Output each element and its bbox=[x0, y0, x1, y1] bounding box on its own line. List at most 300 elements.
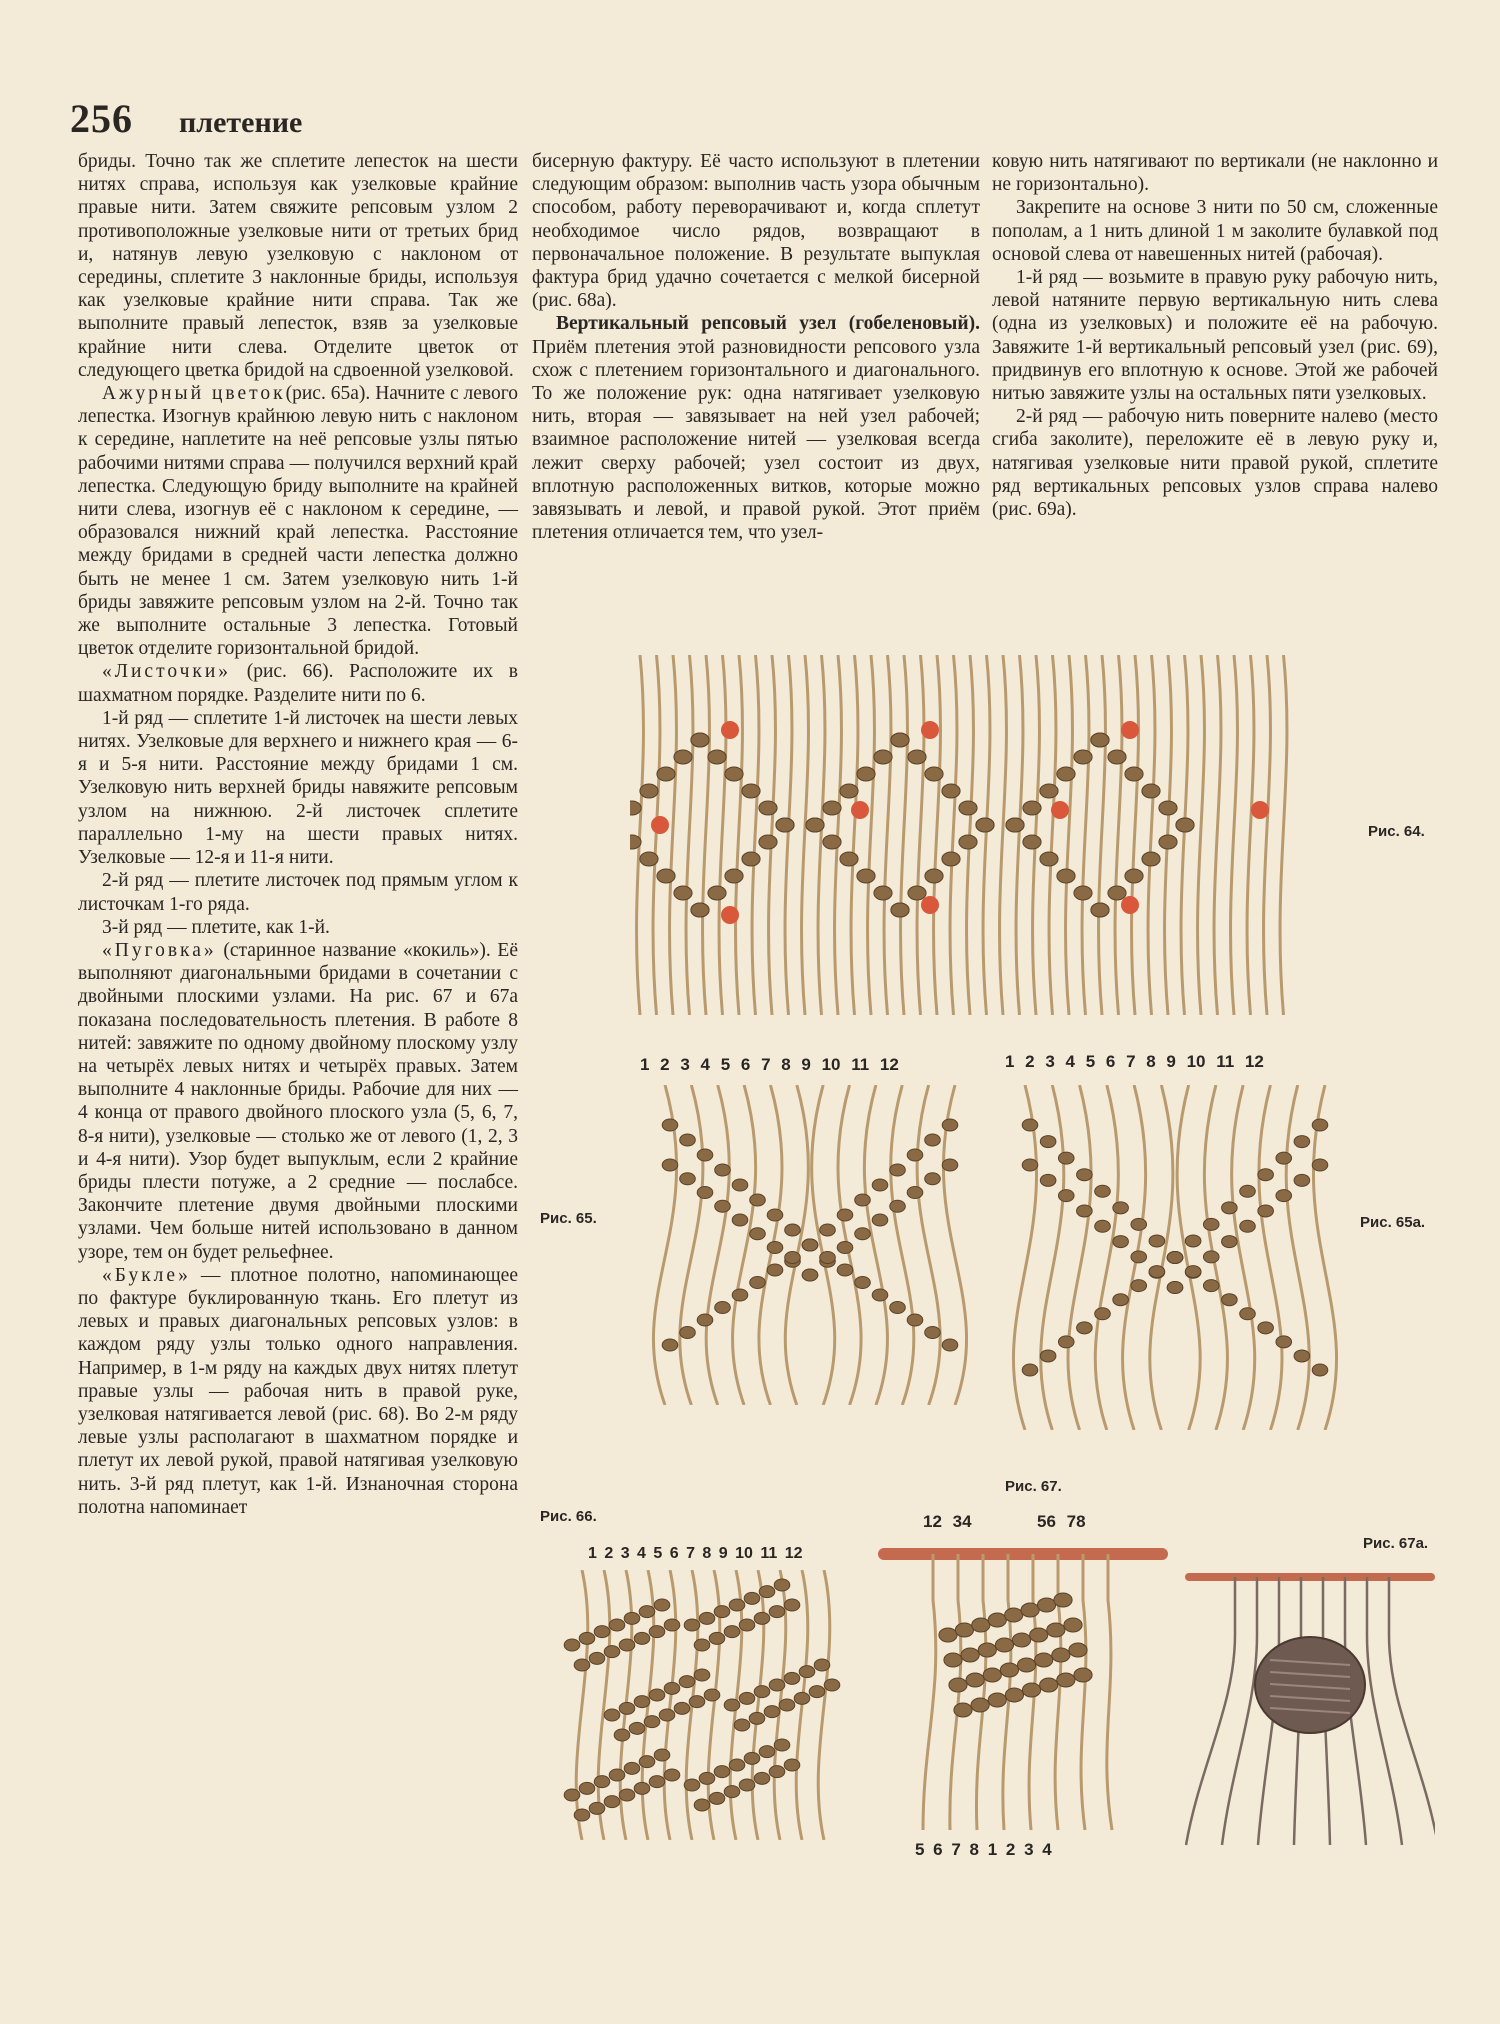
knot bbox=[759, 1586, 775, 1598]
knot bbox=[872, 1179, 888, 1191]
knot bbox=[908, 886, 926, 900]
knot bbox=[708, 750, 726, 764]
knot bbox=[1052, 1648, 1070, 1662]
knot bbox=[1108, 886, 1126, 900]
cord bbox=[884, 655, 891, 1015]
cord bbox=[796, 1570, 808, 1840]
thread-numbers-fig-65a: 1 2 3 4 5 6 7 8 9 10 11 12 bbox=[1005, 1052, 1264, 1071]
knot bbox=[1222, 1294, 1238, 1306]
knot bbox=[908, 750, 926, 764]
knot bbox=[589, 1652, 605, 1664]
knot bbox=[654, 1599, 670, 1611]
knot bbox=[714, 1606, 730, 1618]
knot bbox=[639, 1756, 655, 1768]
knot bbox=[767, 1264, 783, 1276]
thread-numbers-fig-67-top-left: 12 34 bbox=[923, 1512, 972, 1531]
knot bbox=[872, 1214, 888, 1226]
paragraph: «Пуговка» (старинное название «кокиль»). Её выполняют диагональными бридами в сочетании с двойными плоскими узлами. На рис. 67 и 67а показана последовательность плетения. В работе 8 нитей: завяжите по одному двойному плоскому узлу на четырёх левых нитях и четырёх правых. Затем выполните 4 наклонные бриды. Рабочие для них — 4 конца от правого двойного плоского узла (5, 6, 7, 8-я нити), узелковые — столько же от левого (1, 2, 3 и 4-я нити). Узор будет выпуклым, если 2 крайние бриды плести потуже, а 2 средние — послабсе. Закончите плетение двумя двойными плоскими узлами. Чем больше нитей использовано в данном узоре, тем он будет рельефнее. bbox=[78, 939, 518, 1263]
cord bbox=[1367, 1577, 1402, 1845]
knot bbox=[662, 1159, 678, 1171]
knot bbox=[1131, 1251, 1147, 1263]
knot bbox=[1074, 886, 1092, 900]
page-number: 256 bbox=[70, 96, 133, 141]
figure-66-illustration bbox=[562, 1570, 852, 1840]
knot bbox=[759, 835, 777, 849]
knot bbox=[1095, 1185, 1111, 1197]
knot bbox=[824, 1679, 840, 1691]
knot bbox=[1000, 1663, 1018, 1677]
knot bbox=[764, 1706, 780, 1718]
knot bbox=[714, 1766, 730, 1778]
knot bbox=[709, 1792, 725, 1804]
knot bbox=[729, 1599, 745, 1611]
knot bbox=[1159, 835, 1177, 849]
knot bbox=[1258, 1205, 1274, 1217]
knot bbox=[694, 1799, 710, 1811]
knot bbox=[744, 1752, 760, 1764]
knot bbox=[1185, 1235, 1201, 1247]
cord bbox=[1081, 1554, 1086, 1830]
knot bbox=[1149, 1266, 1165, 1278]
cord bbox=[818, 1570, 830, 1840]
cord bbox=[1264, 655, 1271, 1015]
knot bbox=[709, 1632, 725, 1644]
knot bbox=[674, 886, 692, 900]
cord bbox=[653, 655, 660, 1015]
knot bbox=[855, 1194, 871, 1206]
knot bbox=[739, 1619, 755, 1631]
knot bbox=[749, 1712, 765, 1724]
knot bbox=[806, 818, 824, 832]
paragraph-lead-in: «Букле» bbox=[102, 1264, 191, 1286]
knot bbox=[619, 1702, 635, 1714]
rod bbox=[878, 1548, 1168, 1560]
cord bbox=[1066, 655, 1073, 1015]
knot bbox=[925, 1327, 941, 1339]
paragraph: «Букле» — плотное полотно, напоминающее по фактуре буклированную ткань. Его плетут из левых и правых диагональных репсовых узлов: в каждом ряду узлы только одного направления. Например, в 1-м ряду на каждых двух нитях плетут правые узлы — рабочая нить в правой руке, узелковая натягивается левой (рис. 68). Во 2-м ряду левые узлы располагают в шахматном порядке и плетут их левой рукой, правой натягивая узелковую нить. 3-й ряд плетут, как 1-й. Изнаночная сторона полотна напоминает bbox=[78, 1264, 518, 1518]
paragraph: бисерную фактуру. Её часто используют в плетении следующим образом: выполнив часть узора обычным способом, работу переворачивают и, когда сплетут необходимое число рядов, возвращают в первоначальное положение. В результате выпуклая фактура брид удачно сочетается с мелкой бисерной (рис. 68а). bbox=[532, 151, 980, 312]
knot bbox=[589, 1802, 605, 1814]
knot bbox=[961, 1648, 979, 1662]
bead bbox=[1251, 801, 1269, 819]
knot bbox=[1077, 1169, 1093, 1181]
cord bbox=[917, 655, 924, 1015]
knot bbox=[649, 1776, 665, 1788]
knot bbox=[1074, 1668, 1092, 1682]
cord bbox=[917, 1085, 940, 1405]
knot bbox=[624, 1762, 640, 1774]
knot bbox=[739, 1779, 755, 1791]
knot bbox=[809, 1686, 825, 1698]
knot bbox=[725, 869, 743, 883]
knot bbox=[1021, 1603, 1039, 1617]
cord bbox=[706, 1085, 729, 1405]
knot bbox=[872, 1289, 888, 1301]
knot bbox=[1017, 1658, 1035, 1672]
knot bbox=[1040, 1678, 1058, 1692]
knot bbox=[767, 1209, 783, 1221]
knot bbox=[837, 1264, 853, 1276]
caption-fig-65: Рис. 65. bbox=[540, 1210, 597, 1227]
cord bbox=[1095, 1085, 1118, 1430]
bead bbox=[1051, 801, 1069, 819]
knot bbox=[925, 869, 943, 883]
knot bbox=[684, 1619, 700, 1631]
knot bbox=[1108, 750, 1126, 764]
knot bbox=[1095, 1308, 1111, 1320]
knot bbox=[1095, 1220, 1111, 1232]
cord bbox=[785, 655, 792, 1015]
knot bbox=[1167, 1282, 1183, 1294]
knot bbox=[759, 1746, 775, 1758]
knot bbox=[959, 835, 977, 849]
knot bbox=[754, 1772, 770, 1784]
text-column-2 bbox=[532, 150, 980, 544]
cord bbox=[719, 655, 726, 1015]
knot bbox=[907, 1314, 923, 1326]
knot bbox=[1022, 1119, 1038, 1131]
knot bbox=[1077, 1205, 1093, 1217]
cord bbox=[1148, 655, 1155, 1015]
paragraph: «Листочки» (рис. 66). Расположите их в шахматном порядке. Разделите нити по 6. bbox=[78, 661, 518, 706]
paragraph: Ажурный цветок(рис. 65а). Начните с левого лепестка. Изогнув крайнюю левую нить с наклоном к середине, наплетите на неё репсовые узлы пятью рабочими нитями справа — получился верхний край лепестка. Следующую бриду выполните на крайней нити слева, изогнув её с наклоном к середине, — образовался нижний край лепестка. Расстояние между бридами в средней части лепестка должно быть не менее 1 см. Затем узелковую нить 1-й бриды завяжите репсовым узлом на 2-й. Точно так же выполните остальные 3 лепестка. Готовый цветок отделите горизонтальной бридой. bbox=[78, 383, 518, 660]
cord bbox=[901, 655, 908, 1015]
cord bbox=[637, 655, 644, 1015]
knot bbox=[925, 1173, 941, 1185]
knot bbox=[634, 1632, 650, 1644]
bead bbox=[921, 896, 939, 914]
thread-numbers-fig-65: 1 2 3 4 5 6 7 8 9 10 11 12 bbox=[640, 1055, 899, 1074]
knot bbox=[744, 1592, 760, 1604]
knot bbox=[604, 1709, 620, 1721]
thread-numbers-fig-67-top-right: 56 78 bbox=[1037, 1512, 1086, 1531]
knot bbox=[891, 733, 909, 747]
knot bbox=[619, 1789, 635, 1801]
knot bbox=[694, 1669, 710, 1681]
knot bbox=[857, 767, 875, 781]
knot bbox=[769, 1766, 785, 1778]
knot bbox=[1203, 1251, 1219, 1263]
knot bbox=[634, 1782, 650, 1794]
knot bbox=[639, 1606, 655, 1618]
cord bbox=[1132, 655, 1139, 1015]
knot bbox=[629, 1722, 645, 1734]
knot bbox=[1276, 1152, 1292, 1164]
knot bbox=[1035, 1653, 1053, 1667]
knot bbox=[564, 1789, 580, 1801]
knot bbox=[1005, 1688, 1023, 1702]
knot bbox=[1057, 1673, 1075, 1687]
knot bbox=[614, 1729, 630, 1741]
knot bbox=[759, 801, 777, 815]
knot bbox=[662, 1119, 678, 1131]
cord bbox=[835, 655, 842, 1015]
knot bbox=[697, 1187, 713, 1199]
knot bbox=[1131, 1280, 1147, 1292]
knot bbox=[1054, 1593, 1072, 1607]
knot bbox=[890, 1200, 906, 1212]
knot bbox=[774, 1739, 790, 1751]
knot bbox=[640, 852, 658, 866]
knot bbox=[1022, 1683, 1040, 1697]
paragraph-lead-in: «Пуговка» bbox=[102, 939, 217, 961]
knot bbox=[754, 1686, 770, 1698]
knot bbox=[779, 1699, 795, 1711]
knot bbox=[954, 1703, 972, 1717]
knot bbox=[654, 1749, 670, 1761]
knot bbox=[708, 886, 726, 900]
cord bbox=[736, 655, 743, 1015]
knot bbox=[1312, 1159, 1328, 1171]
knot bbox=[837, 1242, 853, 1254]
knot bbox=[674, 1702, 690, 1714]
knot bbox=[704, 1689, 720, 1701]
knot bbox=[949, 1678, 967, 1692]
knot bbox=[1040, 1350, 1056, 1362]
cord bbox=[1115, 655, 1122, 1015]
cord bbox=[864, 1085, 887, 1405]
knot bbox=[939, 1628, 957, 1642]
knot bbox=[697, 1149, 713, 1161]
figure-67a-illustration bbox=[1185, 1565, 1435, 1850]
knot bbox=[1240, 1220, 1256, 1232]
knot bbox=[624, 1612, 640, 1624]
knot bbox=[662, 1339, 678, 1351]
paragraph: 1-й ряд — возьмите в правую руку рабочую нить, левой натяните первую вертикальную нить слева (одна из узелковых) и положите её на рабочую. Завяжите 1-й вертикальный репсовый узел (рис. 69), придвинув его вплотную к основе. Этой же рабочей нитью завяжите узлы на остальных пяти узелковых. bbox=[992, 267, 1438, 405]
knot bbox=[1064, 1618, 1082, 1632]
knot bbox=[776, 818, 794, 832]
knot bbox=[750, 1228, 766, 1240]
knot bbox=[814, 1659, 830, 1671]
caption-fig-66: Рис. 66. bbox=[540, 1508, 597, 1525]
cord bbox=[923, 1554, 936, 1830]
knot bbox=[609, 1769, 625, 1781]
figure-64-illustration bbox=[630, 655, 1300, 1015]
knot bbox=[823, 835, 841, 849]
cord bbox=[686, 655, 693, 1015]
knot bbox=[983, 1668, 1001, 1682]
text-column-1 bbox=[78, 150, 518, 1519]
paragraph: 1-й ряд — сплетите 1-й листочек на шести левых нитях. Узелковые для верхнего и нижнего края — 6-я и 5-я нити. Расстояние между бридами 1 см. Узелковую нить верхней бриды навяжите репсовым узлом на нижнюю. 2-й листочек сплетите параллельно 1-му на шести правых нитях. Узелковые — 12-я и 11-я нити. bbox=[78, 707, 518, 869]
knot bbox=[995, 1638, 1013, 1652]
knot bbox=[594, 1776, 610, 1788]
knot bbox=[1113, 1202, 1129, 1214]
knot bbox=[664, 1682, 680, 1694]
knot bbox=[955, 1623, 973, 1637]
bead bbox=[651, 816, 669, 834]
cord bbox=[1016, 655, 1023, 1015]
knot bbox=[1022, 1364, 1038, 1376]
cord bbox=[733, 1085, 756, 1405]
knot bbox=[684, 1779, 700, 1791]
bead bbox=[1121, 896, 1139, 914]
cord bbox=[1232, 1085, 1255, 1430]
knot bbox=[925, 1134, 941, 1146]
knot bbox=[802, 1269, 818, 1281]
cord bbox=[1107, 1554, 1112, 1830]
knot bbox=[729, 1759, 745, 1771]
cord bbox=[670, 655, 677, 1015]
text-column-3 bbox=[992, 150, 1438, 521]
knot bbox=[837, 1209, 853, 1221]
knot bbox=[1203, 1218, 1219, 1230]
knot bbox=[1091, 733, 1109, 747]
knot bbox=[1142, 784, 1160, 798]
knot bbox=[1030, 1628, 1048, 1642]
knot bbox=[574, 1659, 590, 1671]
knot bbox=[699, 1612, 715, 1624]
knot bbox=[1240, 1308, 1256, 1320]
knot bbox=[785, 1252, 801, 1264]
cord bbox=[1313, 1085, 1336, 1430]
paragraph-lead-in: «Листочки» bbox=[102, 661, 232, 683]
knot bbox=[644, 1716, 660, 1728]
knot bbox=[1057, 869, 1075, 883]
knot bbox=[1058, 1190, 1074, 1202]
cord bbox=[1259, 1085, 1282, 1430]
paragraph: Вертикальный репсовый узел (гобеленовый). Приём плетения этой разновидности репсового узла схож с плетением горизонтального и диагонального. То же положение рук: одна натягивает узелковую нить, вторая — завязывает на ней узел рабочей; взаимное расположение нитей — узелковая всегда лежит сверху рабочей; узел состоит из двух, вплотную расположенных витков, которые можно завязывать и левой, и правой рукой. Этот приём плетения отличается тем, что узел- bbox=[532, 313, 980, 544]
knot bbox=[874, 750, 892, 764]
knot bbox=[1294, 1136, 1310, 1148]
cord bbox=[891, 1085, 914, 1405]
knot bbox=[1222, 1202, 1238, 1214]
knot bbox=[619, 1639, 635, 1651]
knot bbox=[1057, 767, 1075, 781]
knot bbox=[664, 1769, 680, 1781]
knot bbox=[724, 1626, 740, 1638]
knot bbox=[680, 1173, 696, 1185]
rod bbox=[1185, 1573, 1435, 1581]
knot bbox=[925, 767, 943, 781]
knot bbox=[732, 1179, 748, 1191]
knot bbox=[1005, 1608, 1023, 1622]
knot bbox=[1185, 1266, 1201, 1278]
knot bbox=[1023, 835, 1041, 849]
knot bbox=[988, 1613, 1006, 1627]
knot bbox=[1159, 801, 1177, 815]
knot bbox=[1074, 750, 1092, 764]
knot bbox=[820, 1224, 836, 1236]
knot bbox=[750, 1194, 766, 1206]
knot bbox=[1069, 1643, 1087, 1657]
knot bbox=[840, 852, 858, 866]
figure-65-illustration bbox=[650, 1085, 970, 1405]
cord bbox=[818, 655, 825, 1015]
knot bbox=[855, 1228, 871, 1240]
knot bbox=[715, 1200, 731, 1212]
knot bbox=[942, 1339, 958, 1351]
knot bbox=[732, 1214, 748, 1226]
cord bbox=[851, 655, 858, 1015]
knot bbox=[579, 1782, 595, 1794]
knot bbox=[959, 801, 977, 815]
knot bbox=[907, 1187, 923, 1199]
knot bbox=[942, 784, 960, 798]
knot bbox=[734, 1719, 750, 1731]
knot bbox=[784, 1672, 800, 1684]
knot bbox=[715, 1164, 731, 1176]
cord bbox=[1099, 655, 1106, 1015]
paragraph: 2-й ряд — плетите листочек под прямым углом к листочкам 1-го ряда. bbox=[78, 870, 518, 915]
knot bbox=[891, 903, 909, 917]
cord bbox=[1013, 1085, 1036, 1430]
knot bbox=[699, 1772, 715, 1784]
bead bbox=[1121, 721, 1139, 739]
cord bbox=[1231, 655, 1238, 1015]
knot bbox=[657, 869, 675, 883]
cord bbox=[752, 655, 759, 1015]
knot bbox=[689, 1696, 705, 1708]
knot bbox=[1222, 1236, 1238, 1248]
paragraph: ковую нить натягивают по вертикали (не наклонно и не горизонтально). bbox=[992, 151, 1438, 196]
knot bbox=[840, 784, 858, 798]
cord bbox=[1000, 655, 1007, 1015]
knot bbox=[1047, 1623, 1065, 1637]
knot bbox=[978, 1643, 996, 1657]
knot bbox=[855, 1277, 871, 1289]
knot bbox=[1077, 1322, 1093, 1334]
knot bbox=[1091, 903, 1109, 917]
thread-numbers-fig-66: 1 2 3 4 5 6 7 8 9 10 11 12 bbox=[588, 1545, 803, 1562]
knot bbox=[1276, 1190, 1292, 1202]
knot bbox=[890, 1164, 906, 1176]
knot bbox=[944, 1653, 962, 1667]
paragraph: 3-й ряд — плетите, как 1-й. bbox=[102, 916, 330, 938]
knot bbox=[1006, 818, 1024, 832]
cord bbox=[950, 655, 957, 1015]
knot bbox=[1012, 1633, 1030, 1647]
figure-65a-illustration bbox=[1010, 1085, 1340, 1430]
paragraph-lead-in: Ажурный цветок bbox=[102, 383, 286, 405]
knot bbox=[966, 1673, 984, 1687]
knot bbox=[942, 852, 960, 866]
knot bbox=[1037, 1598, 1055, 1612]
knot bbox=[657, 767, 675, 781]
knot bbox=[725, 767, 743, 781]
knot bbox=[742, 784, 760, 798]
knot bbox=[649, 1689, 665, 1701]
knot bbox=[1113, 1294, 1129, 1306]
knot bbox=[1040, 1136, 1056, 1148]
knot bbox=[694, 1639, 710, 1651]
figure-67-illustration bbox=[878, 1540, 1168, 1835]
knot bbox=[1258, 1322, 1274, 1334]
knot bbox=[1142, 852, 1160, 866]
cord bbox=[653, 1085, 676, 1405]
knot bbox=[769, 1679, 785, 1691]
knot bbox=[769, 1606, 785, 1618]
knot bbox=[942, 1159, 958, 1171]
knot bbox=[634, 1696, 650, 1708]
knot bbox=[1022, 1159, 1038, 1171]
cord bbox=[983, 655, 990, 1015]
knot bbox=[697, 1314, 713, 1326]
knot bbox=[724, 1786, 740, 1798]
cord bbox=[1181, 655, 1188, 1015]
knot bbox=[649, 1626, 665, 1638]
knot bbox=[715, 1302, 731, 1314]
cord bbox=[1198, 655, 1205, 1015]
knot bbox=[604, 1646, 620, 1658]
cord bbox=[1280, 655, 1287, 1015]
knot bbox=[785, 1224, 801, 1236]
thread-numbers-fig-67-bottom: 5 6 7 8 1 2 3 4 bbox=[915, 1840, 1052, 1859]
knot bbox=[1125, 869, 1143, 883]
paragraph-lead-in: Вертикальный репсовый узел (гобеленовый). bbox=[556, 313, 980, 335]
knot bbox=[680, 1134, 696, 1146]
knot bbox=[739, 1692, 755, 1704]
knot bbox=[609, 1619, 625, 1631]
